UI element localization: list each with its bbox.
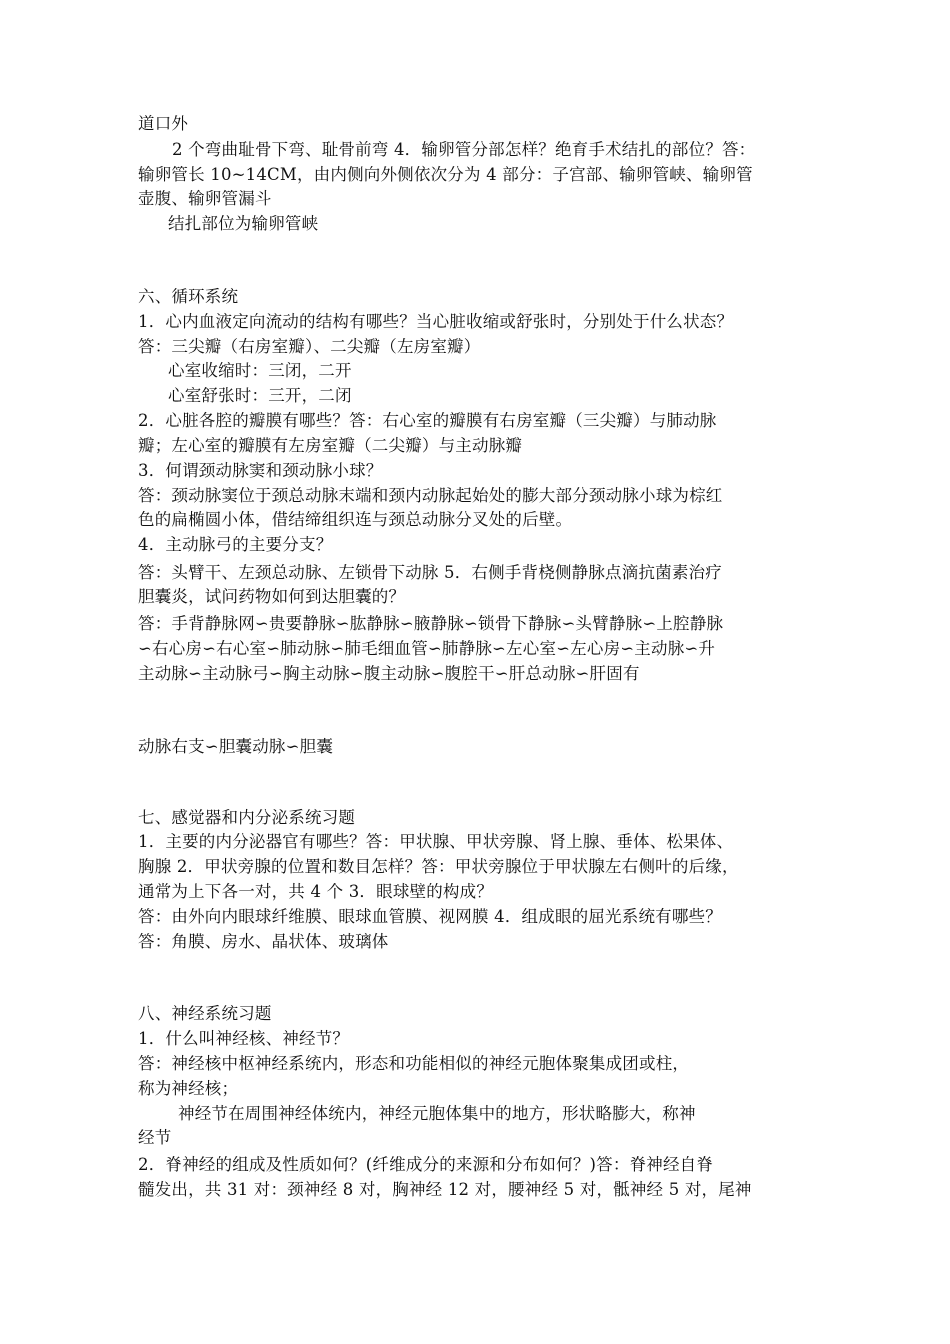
text-line: ∽右心房∽右心室∽肺动脉∽肺毛细血管∽肺静脉∽左心室∽左心房∽主动脉∽升 (138, 639, 716, 658)
text-line: 神经节在周围神经体统内，神经元胞体集中的地方，形状略膨大，称神 (178, 1104, 696, 1123)
text-line: 胸腺 2．甲状旁腺的位置和数目怎样？答：甲状旁腺位于甲状腺左右侧叶的后缘， (138, 857, 739, 876)
text-line: 髓发出，共 31 对：颈神经 8 对，胸神经 12 对，腰神经 5 对，骶神经 5 对，尾神 (138, 1180, 752, 1199)
text-line: 色的扁椭圆小体，借结缔组织连与颈总动脉分叉处的后壁。 (138, 510, 573, 529)
text-line: 答：头臂干、左颈总动脉、左锁骨下动脉 5．右侧手背桡侧静脉点滴抗菌素治疗 (138, 563, 722, 582)
text-line: 答：手背静脉网∽贵要静脉∽肱静脉∽腋静脉∽锁骨下静脉∽头臂静脉∽上腔静脉 (138, 614, 724, 633)
text-line: 答：颈动脉窦位于颈总动脉末端和颈内动脉起始处的膨大部分颈动脉小球为棕红 (138, 486, 723, 505)
text-line: 答：角膜、房水、晶状体、玻璃体 (138, 932, 389, 951)
text-line: 1．心内血液定向流动的结构有哪些？当心脏收缩或舒张时，分别处于什么状态？ (138, 312, 734, 331)
text-line: 1．什么叫神经核、神经节？ (138, 1029, 350, 1048)
text-line: 3．何谓颈动脉窦和颈动脉小球？ (138, 461, 383, 480)
text-line: 4．主动脉弓的主要分支？ (138, 535, 333, 554)
text-line: 答：神经核中枢神经系统内，形态和功能相似的神经元胞体聚集成团或柱， (138, 1054, 690, 1073)
text-line: 2．心脏各腔的瓣膜有哪些？答：右心室的瓣膜有右房室瓣（三尖瓣）与肺动脉 (138, 411, 717, 430)
text-line: 壶腹、输卵管漏斗 (138, 189, 272, 208)
text-line: 称为神经核； (138, 1079, 239, 1098)
text-line: 2．脊神经的组成及性质如何？(纤维成分的来源和分布如何？)答：脊神经自脊 (138, 1155, 714, 1174)
text-line: 答：三尖瓣（右房室瓣）、二尖瓣（左房室瓣） (138, 337, 481, 356)
text-line: 结扎部位为输卵管峡 (168, 214, 319, 233)
text-line: 心室舒张时：三开，二闭 (168, 386, 352, 405)
section-heading: 八、神经系统习题 (138, 1004, 272, 1023)
text-line: 通常为上下各一对，共 4 个 3．眼球壁的构成？ (138, 882, 494, 901)
text-line: 答：由外向内眼球纤维膜、眼球血管膜、视网膜 4．组成眼的屈光系统有哪些？ (138, 907, 722, 926)
text-line: 道口外 (138, 114, 189, 133)
text-line: 1．主要的内分泌器官有哪些？答：甲状腺、甲状旁腺、肾上腺、垂体、松果体、 (138, 832, 734, 851)
text-line: 经节 (138, 1128, 172, 1147)
text-line: 输卵管长 10~14CM，由内侧向外侧依次分为 4 部分：子宫部、输卵管峡、输卵管 (138, 165, 753, 184)
text-line: 瓣；左心室的瓣膜有左房室瓣（二尖瓣）与主动脉瓣 (138, 436, 523, 455)
text-line: 心室收缩时：三闭，二开 (168, 361, 352, 380)
text-line: 胆囊炎，试问药物如何到达胆囊的？ (138, 587, 406, 606)
text-line: 主动脉∽主动脉弓∽胸主动脉∽腹主动脉∽腹腔干∽肝总动脉∽肝固有 (138, 664, 640, 683)
section-heading: 六、循环系统 (138, 287, 239, 306)
text-line: 动脉右支∽胆囊动脉∽胆囊 (138, 737, 334, 756)
section-heading: 七、感觉器和内分泌系统习题 (138, 808, 356, 827)
text-line: 2 个弯曲耻骨下弯、耻骨前弯 4．输卵管分部怎样？绝育手术结扎的部位？答： (172, 140, 756, 159)
